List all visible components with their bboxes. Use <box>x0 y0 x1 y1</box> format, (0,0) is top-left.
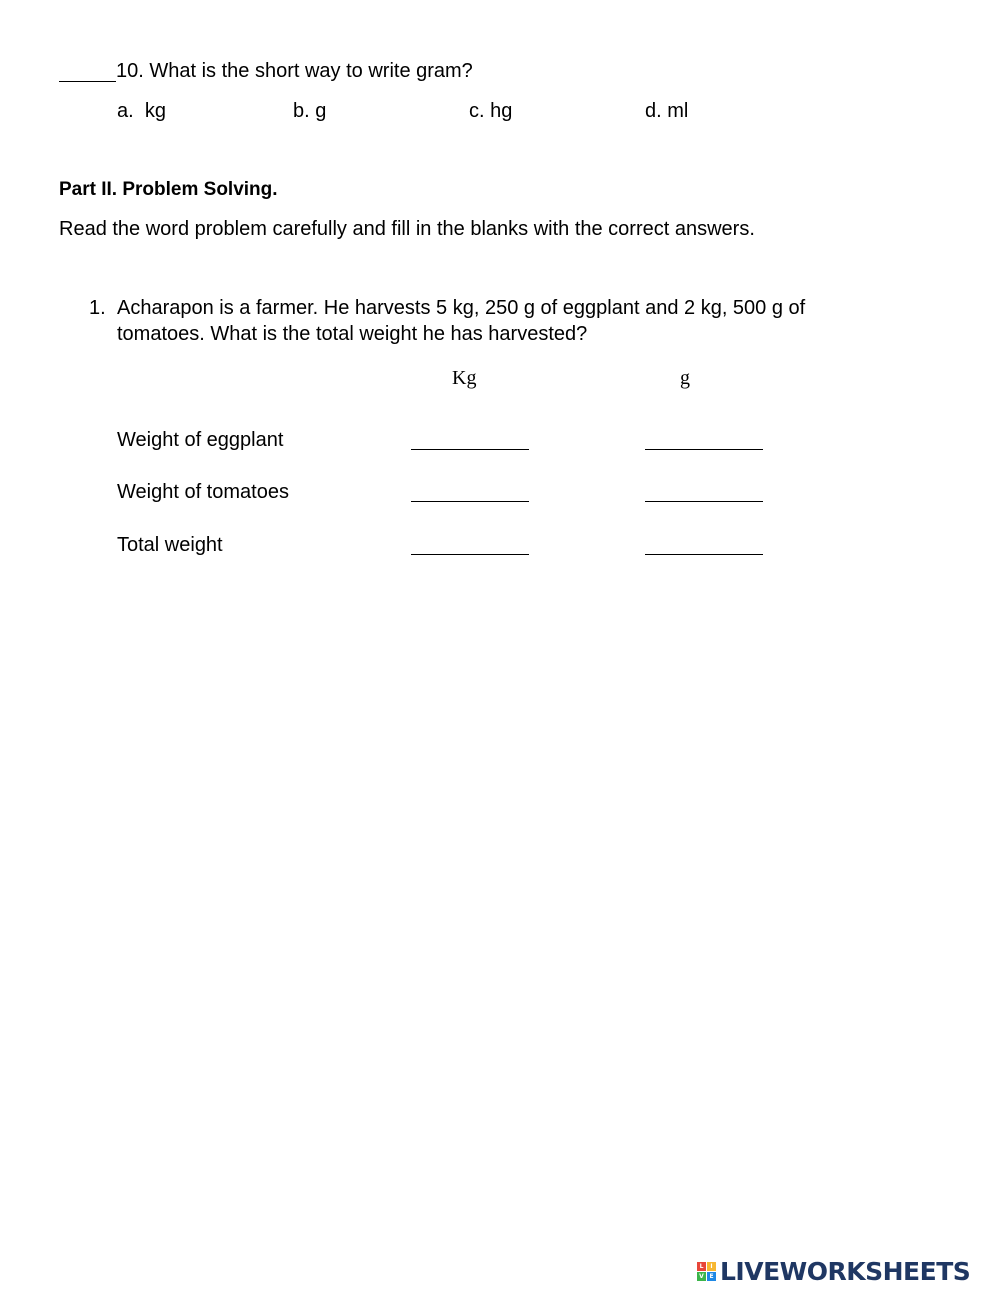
option-b <box>293 99 326 123</box>
eggplant-g-input[interactable] <box>645 435 763 450</box>
question-10-answer-blank[interactable] <box>59 65 116 82</box>
problem-1-line-2: tomatoes. What is the total weight he has harvested? <box>117 323 588 345</box>
row-label-eggplant: Weight of eggplant <box>117 429 284 451</box>
total-kg-input[interactable] <box>411 540 529 555</box>
problem-1-line-1: Acharapon is a farmer. He harvests 5 kg, 250 g of eggplant and 2 kg, 500 g of <box>117 297 806 319</box>
option-d-letter: d. <box>645 100 662 122</box>
logo-mark-icon <box>697 1262 716 1281</box>
column-header-g: g <box>680 367 690 389</box>
column-header-kg: Kg <box>452 367 477 389</box>
row-label-total: Total weight <box>117 534 223 556</box>
logo-mark-l: L <box>697 1262 706 1271</box>
option-c-text: hg <box>490 100 513 122</box>
question-10 <box>59 59 473 83</box>
option-a-letter: a. <box>117 100 134 122</box>
option-d <box>645 99 688 123</box>
option-c <box>469 99 512 123</box>
logo-text: LIVEWORKSHEETS <box>720 1256 971 1286</box>
question-10-text: 10. What is the short way to write gram? <box>116 60 473 82</box>
liveworksheets-logo <box>697 1257 970 1285</box>
option-a <box>117 99 166 123</box>
logo-mark-i: I <box>707 1262 716 1271</box>
option-b-letter: b. <box>293 100 310 122</box>
part-2-instruction: Read the word problem carefully and fill in the blanks with the correct answers. <box>59 218 755 240</box>
option-b-text: g <box>315 100 327 122</box>
eggplant-kg-input[interactable] <box>411 435 529 450</box>
problem-1-number: 1. <box>89 297 106 319</box>
logo-mark-e: E <box>707 1272 716 1281</box>
option-a-text: kg <box>144 100 166 122</box>
option-d-text: ml <box>667 100 689 122</box>
tomatoes-kg-input[interactable] <box>411 487 529 502</box>
tomatoes-g-input[interactable] <box>645 487 763 502</box>
option-c-letter: c. <box>469 100 485 122</box>
logo-mark-v: V <box>697 1272 706 1281</box>
total-g-input[interactable] <box>645 540 763 555</box>
row-label-tomatoes: Weight of tomatoes <box>117 481 289 503</box>
part-2-heading: Part II. Problem Solving. <box>59 179 278 200</box>
